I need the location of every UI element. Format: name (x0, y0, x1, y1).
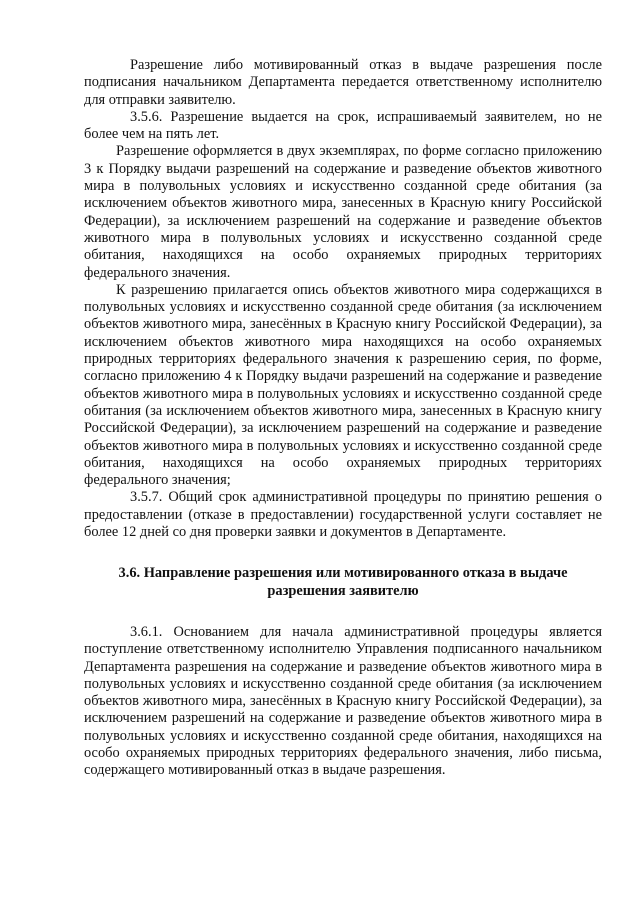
paragraph-3-5-6: 3.5.6. Разрешение выдается на срок, испрашиваемый заявителем, но не более чем на пять лет. (84, 108, 602, 143)
paragraph-permit-form: Разрешение оформляется в двух экземплярах, по форме согласно приложению 3 к Порядку выдачи разрешений на содержание и разведение объектов животного мира в полувольных условиях и искусственно созданной среде обитания (за исключением объектов животного мира, занесенных в Красную книгу Российской Федерации), за исключением разрешений на содержание и разведение объектов животного мира в полувольных условиях и искусственно созданной среде обитания, находящихся на особо охраняемых природных территориях федерального значения. (84, 143, 602, 281)
paragraph-3-6-1: 3.6.1. Основанием для начала административной процедуры является поступление ответственному исполнителю Управления подписанного начальником Департамента разрешения на содержание и разведение объектов животного мира в полувольных условиях и искусственно созданной среде обитания (за исключением объектов животного мира, занесённых в Красную книгу Российской Федерации), за исключением разрешений на содержание и разведение объектов животного мира в полувольных условиях и искусственно созданной среде обитания, находящихся на особо охраняемых природных территориях федерального значения, либо письма, содержащего мотивированный отказ в выдаче разрешения. (84, 623, 602, 779)
section-heading-line-1: 3.6. Направление разрешения или мотивированного отказа в выдаче (118, 565, 568, 582)
paragraph-permit-transfer: Разрешение либо мотивированный отказ в выдаче разрешения после подписания начальником Департамента передается ответственному исполнителю для отправки заявителю. (84, 57, 602, 108)
paragraph-3-5-7: 3.5.7. Общий срок административной процедуры по принятию решения о предоставлении (отказе в предоставлении) государственной услуги составляет не более 12 дней со дня проверки заявки и документов в Департаменте. (84, 489, 602, 541)
paragraph-inventory: К разрешению прилагается опись объектов животного мира содержащихся в полувольных условиях и искусственно созданной среде обитания (за исключением объектов животного мира, занесённых в Красную книгу Российской Федерации), за исключением объектов животного мира находящихся на особо охраняемых природных территориях федерального значения к разрешению серия, по форме, согласно приложению 4 к Порядку выдачи разрешений на содержание и разведение объектов животного мира в полувольных условиях и искусственно созданной среде обитания (за исключением объектов животного мира, занесенных в Красную книгу Российской Федерации), за исключением разрешений на содержание и разведение объектов животного мира в полувольных условиях и искусственно созданной среде обитания, находящихся на особо охраняемых природных территориях федерального значения; (84, 281, 602, 489)
document-page (84, 57, 602, 780)
section-heading-line-2: разрешения заявителю (267, 582, 419, 599)
section-heading (84, 565, 602, 600)
